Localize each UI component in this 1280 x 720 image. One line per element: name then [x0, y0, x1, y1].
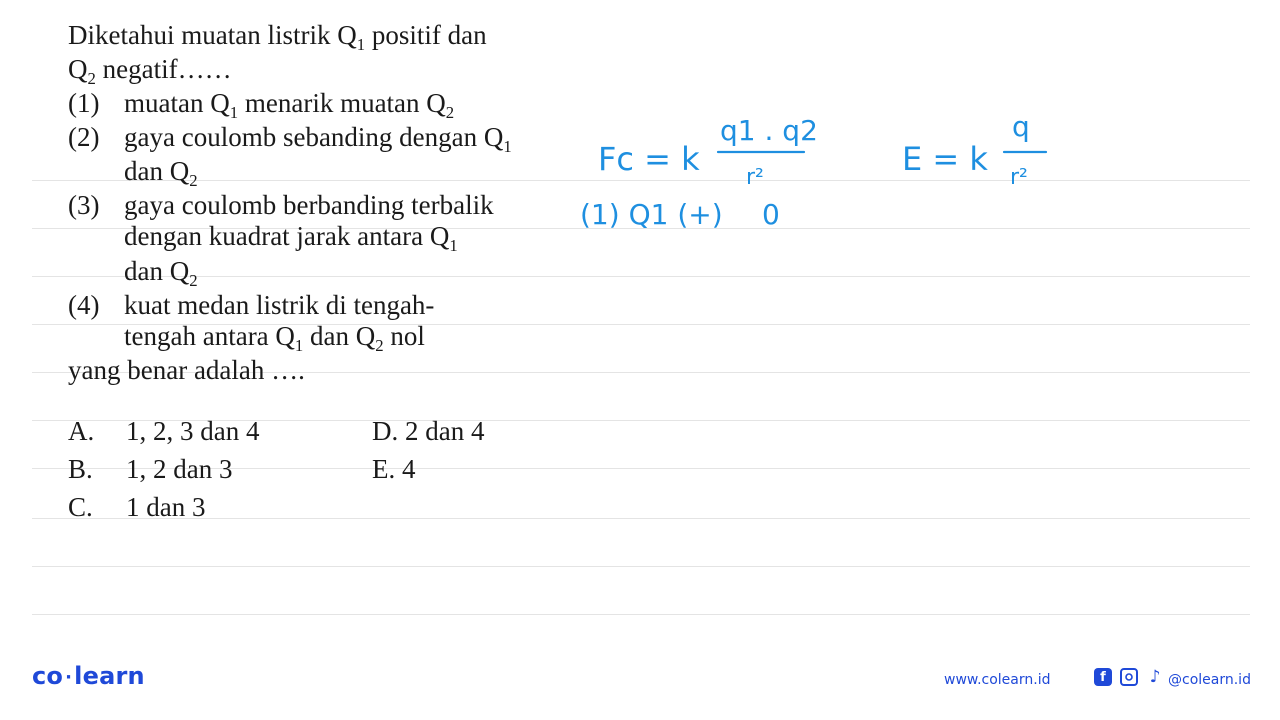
logo-text: learn [74, 662, 145, 690]
social-handle[interactable]: @colearn.id [1168, 672, 1251, 688]
formula-coulomb-denominator: r² [746, 165, 764, 190]
subscript: 1 [503, 137, 512, 157]
statement-text: gaya coulomb sebanding dengan Q [124, 122, 504, 153]
note-q1-positive: (1) Q1 (+) [580, 198, 723, 231]
subscript: 2 [87, 68, 96, 88]
statement-number: (2) [68, 122, 100, 153]
statement-text: nol [383, 320, 425, 351]
statement-text: dengan kuadrat jarak antara Q [124, 221, 450, 252]
subscript: 2 [375, 335, 384, 355]
option-text: 1, 2 dan 3 [126, 454, 233, 484]
option-letter: D. [372, 416, 399, 446]
colearn-logo [32, 662, 145, 690]
statement-number: (3) [68, 190, 100, 221]
subscript: 1 [229, 103, 239, 122]
statement-number: (1) [68, 88, 100, 119]
option-text: 4 [402, 454, 416, 484]
formula-coulomb-numerator: q1 . q2 [720, 114, 818, 147]
logo-dot: · [65, 666, 73, 688]
option-letter: E. [372, 454, 396, 484]
statement-text: menarik muatan Q [238, 88, 446, 119]
subscript: 1 [356, 34, 366, 54]
instagram-glyph [1124, 672, 1134, 682]
instagram-icon[interactable] [1120, 668, 1138, 686]
formula-field-denominator: r² [1010, 165, 1028, 190]
subscript: 1 [449, 236, 458, 256]
formula-field-lhs: E = k [902, 140, 988, 178]
option-letter: B. [68, 454, 93, 484]
option-letter: A. [68, 416, 95, 446]
statement-number: (4) [68, 289, 100, 320]
statement-text: dan Q [303, 320, 376, 351]
intro-text: Q [68, 54, 88, 85]
facebook-icon[interactable]: f [1094, 668, 1112, 686]
formula-coulomb-lhs: Fc = k [598, 140, 700, 178]
statement-text: tengah antara Q [124, 320, 295, 351]
option-text: 1, 2, 3 dan 4 [126, 416, 260, 446]
formula-field-numerator: q [1012, 110, 1030, 143]
intro-text: negatif…… [95, 54, 232, 85]
statement-text: dan Q [124, 255, 190, 286]
website-link[interactable]: www.colearn.id [944, 672, 1051, 688]
subscript: 2 [445, 103, 455, 122]
logo-text: co [32, 662, 64, 690]
question-prompt: yang benar adalah …. [68, 354, 305, 385]
statement-text: kuat medan listrik di tengah- [124, 289, 435, 320]
social-icons [1094, 668, 1164, 686]
statement-text: muatan Q [124, 88, 230, 119]
option-text: 2 dan 4 [405, 416, 485, 446]
intro-text: Diketahui muatan listrik Q [68, 20, 357, 50]
subscript: 2 [189, 171, 198, 191]
tiktok-icon[interactable]: ♪ [1149, 667, 1161, 687]
intro-text: positif dan [365, 20, 487, 50]
option-text: 1 dan 3 [126, 492, 206, 522]
option-letter: C. [68, 492, 93, 522]
note-mark: 0 [762, 198, 780, 231]
statement-text: dan Q [124, 156, 190, 187]
subscript: 2 [189, 270, 198, 290]
statement-text: gaya coulomb berbanding terbalik [124, 190, 494, 221]
subscript: 1 [294, 335, 304, 355]
